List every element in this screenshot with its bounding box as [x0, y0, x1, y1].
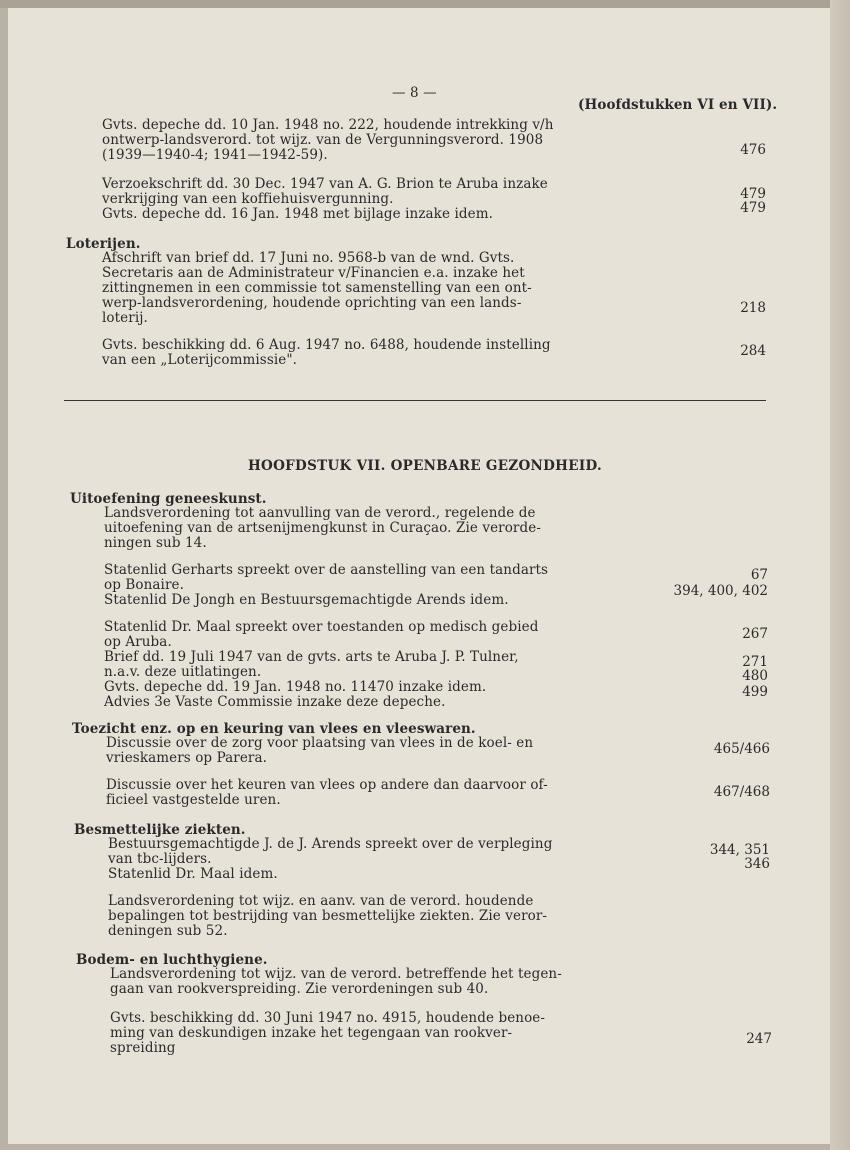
entry-line: op Aruba.: [104, 634, 172, 650]
entry-line: Discussie over de zorg voor plaatsing van vlees in de koel- en: [106, 735, 534, 751]
page-reference: 394, 400, 402: [673, 583, 768, 599]
page-reference: 467/468: [713, 784, 770, 800]
page-reference: 465/466: [713, 741, 770, 757]
entry-line: Statenlid Gerharts spreekt over de aanstelling van een tandarts: [104, 562, 549, 578]
entry-line: spreiding: [110, 1040, 176, 1056]
section-heading: Loterijen.: [66, 236, 141, 252]
page-reference: 267: [742, 626, 768, 642]
entry-line: Secretaris aan de Administrateur v/Financien e.a. inzake het: [102, 265, 525, 281]
page-reference: 247: [746, 1031, 772, 1047]
entry-line: ningen sub 14.: [104, 535, 207, 551]
page-reference: 480: [742, 668, 768, 684]
page-reference: 346: [744, 856, 770, 872]
page-number: — 8 —: [392, 85, 437, 101]
entry-line: Brief dd. 19 Juli 1947 van de gvts. arts te Aruba J. P. Tulner,: [104, 649, 519, 665]
page-reference: 67: [750, 567, 768, 583]
section-heading: Uitoefening geneeskunst.: [70, 491, 267, 507]
running-header: (Hoofdstukken VI en VII).: [578, 97, 778, 113]
entry-line: Gvts. depeche dd. 10 Jan. 1948 no. 222, houdende intrekking v/h: [102, 117, 554, 133]
entry-line: ficieel vastgestelde uren.: [106, 792, 281, 808]
page-reference: 479: [740, 186, 766, 202]
horizontal-rule: [64, 400, 766, 401]
entry-line: op Bonaire.: [104, 577, 185, 593]
entry-line: Landsverordening tot wijz. van de verord. betreffende het tegen-: [110, 966, 562, 982]
entry-line: Afschrift van brief dd. 17 Juni no. 9568-b van de wnd. Gvts.: [102, 250, 515, 266]
page-reference: 344, 351: [709, 842, 770, 858]
section-heading: Besmettelijke ziekten.: [74, 822, 246, 838]
page-reference: 218: [740, 300, 766, 316]
page-reference: 271: [742, 654, 768, 670]
entry-line: Bestuursgemachtigde J. de J. Arends spreekt over de verpleging: [108, 836, 553, 852]
entry-line: vrieskamers op Parera.: [106, 750, 268, 766]
entry-line: Gvts. beschikking dd. 30 Juni 1947 no. 4915, houdende benoe-: [110, 1010, 546, 1026]
entry-line: bepalingen tot bestrijding van besmettelijke ziekten. Zie veror-: [108, 908, 548, 924]
page-reference: 284: [740, 343, 766, 359]
entry-line: ming van deskundigen inzake het tegengaan van rookver-: [110, 1025, 513, 1041]
entry-line: Landsverordening tot wijz. en aanv. van de verord. houdende: [108, 893, 534, 909]
page-reference: 499: [742, 684, 768, 700]
entry-line: n.a.v. deze uitlatingen.: [104, 664, 262, 680]
page-reference: 476: [740, 142, 766, 158]
entry-line: Discussie over het keuren van vlees op andere dan daarvoor of-: [106, 777, 548, 793]
entry-line: Gvts. depeche dd. 16 Jan. 1948 met bijlage inzake idem.: [102, 206, 493, 222]
section-heading: Bodem- en luchthygiene.: [76, 952, 268, 968]
chapter-title: HOOFDSTUK VII. OPENBARE GEZONDHEID.: [248, 458, 602, 474]
entry-line: werp-landsverordening, houdende oprichting van een lands-: [102, 295, 522, 311]
entry-line: gaan van rookverspreiding. Zie verordeningen sub 40.: [110, 981, 489, 997]
entry-line: Advies 3e Vaste Commissie inzake deze depeche.: [104, 694, 446, 710]
entry-line: Statenlid Dr. Maal spreekt over toestanden op medisch gebied: [104, 619, 539, 635]
entry-line: ontwerp-landsverord. tot wijz. van de Vergunningsverord. 1908: [102, 132, 544, 148]
entry-line: Gvts. beschikking dd. 6 Aug. 1947 no. 6488, houdende instelling: [102, 337, 551, 353]
entry-line: van tbc-lijders.: [108, 851, 212, 867]
entry-line: Landsverordening tot aanvulling van de verord., regelende de: [104, 505, 536, 521]
entry-line: van een „Loterijcommissie".: [102, 352, 298, 368]
page-reference: 479: [740, 200, 766, 216]
entry-line: Gvts. depeche dd. 19 Jan. 1948 no. 11470 inzake idem.: [104, 679, 487, 695]
entry-line: (1939—1940-4; 1941—1942-59).: [102, 147, 328, 163]
section-heading: Toezicht enz. op en keuring van vlees en vleeswaren.: [72, 721, 476, 737]
entry-line: uitoefening van de artsenijmengkunst in Curaçao. Zie verorde-: [104, 520, 541, 536]
entry-line: deningen sub 52.: [108, 923, 228, 939]
page-top-edge: [0, 0, 850, 8]
entry-line: Statenlid Dr. Maal idem.: [108, 866, 278, 882]
entry-line: loterij.: [102, 310, 148, 326]
entry-line: verkrijging van een koffiehuisvergunning.: [102, 191, 394, 207]
entry-line: zittingnemen in een commissie tot samenstelling van een ont-: [102, 280, 532, 296]
page-right-edge: [830, 0, 850, 1150]
entry-line: Statenlid De Jongh en Bestuursgemachtigde Arends idem.: [104, 592, 509, 608]
entry-line: Verzoekschrift dd. 30 Dec. 1947 van A. G. Brion te Aruba inzake: [102, 176, 548, 192]
